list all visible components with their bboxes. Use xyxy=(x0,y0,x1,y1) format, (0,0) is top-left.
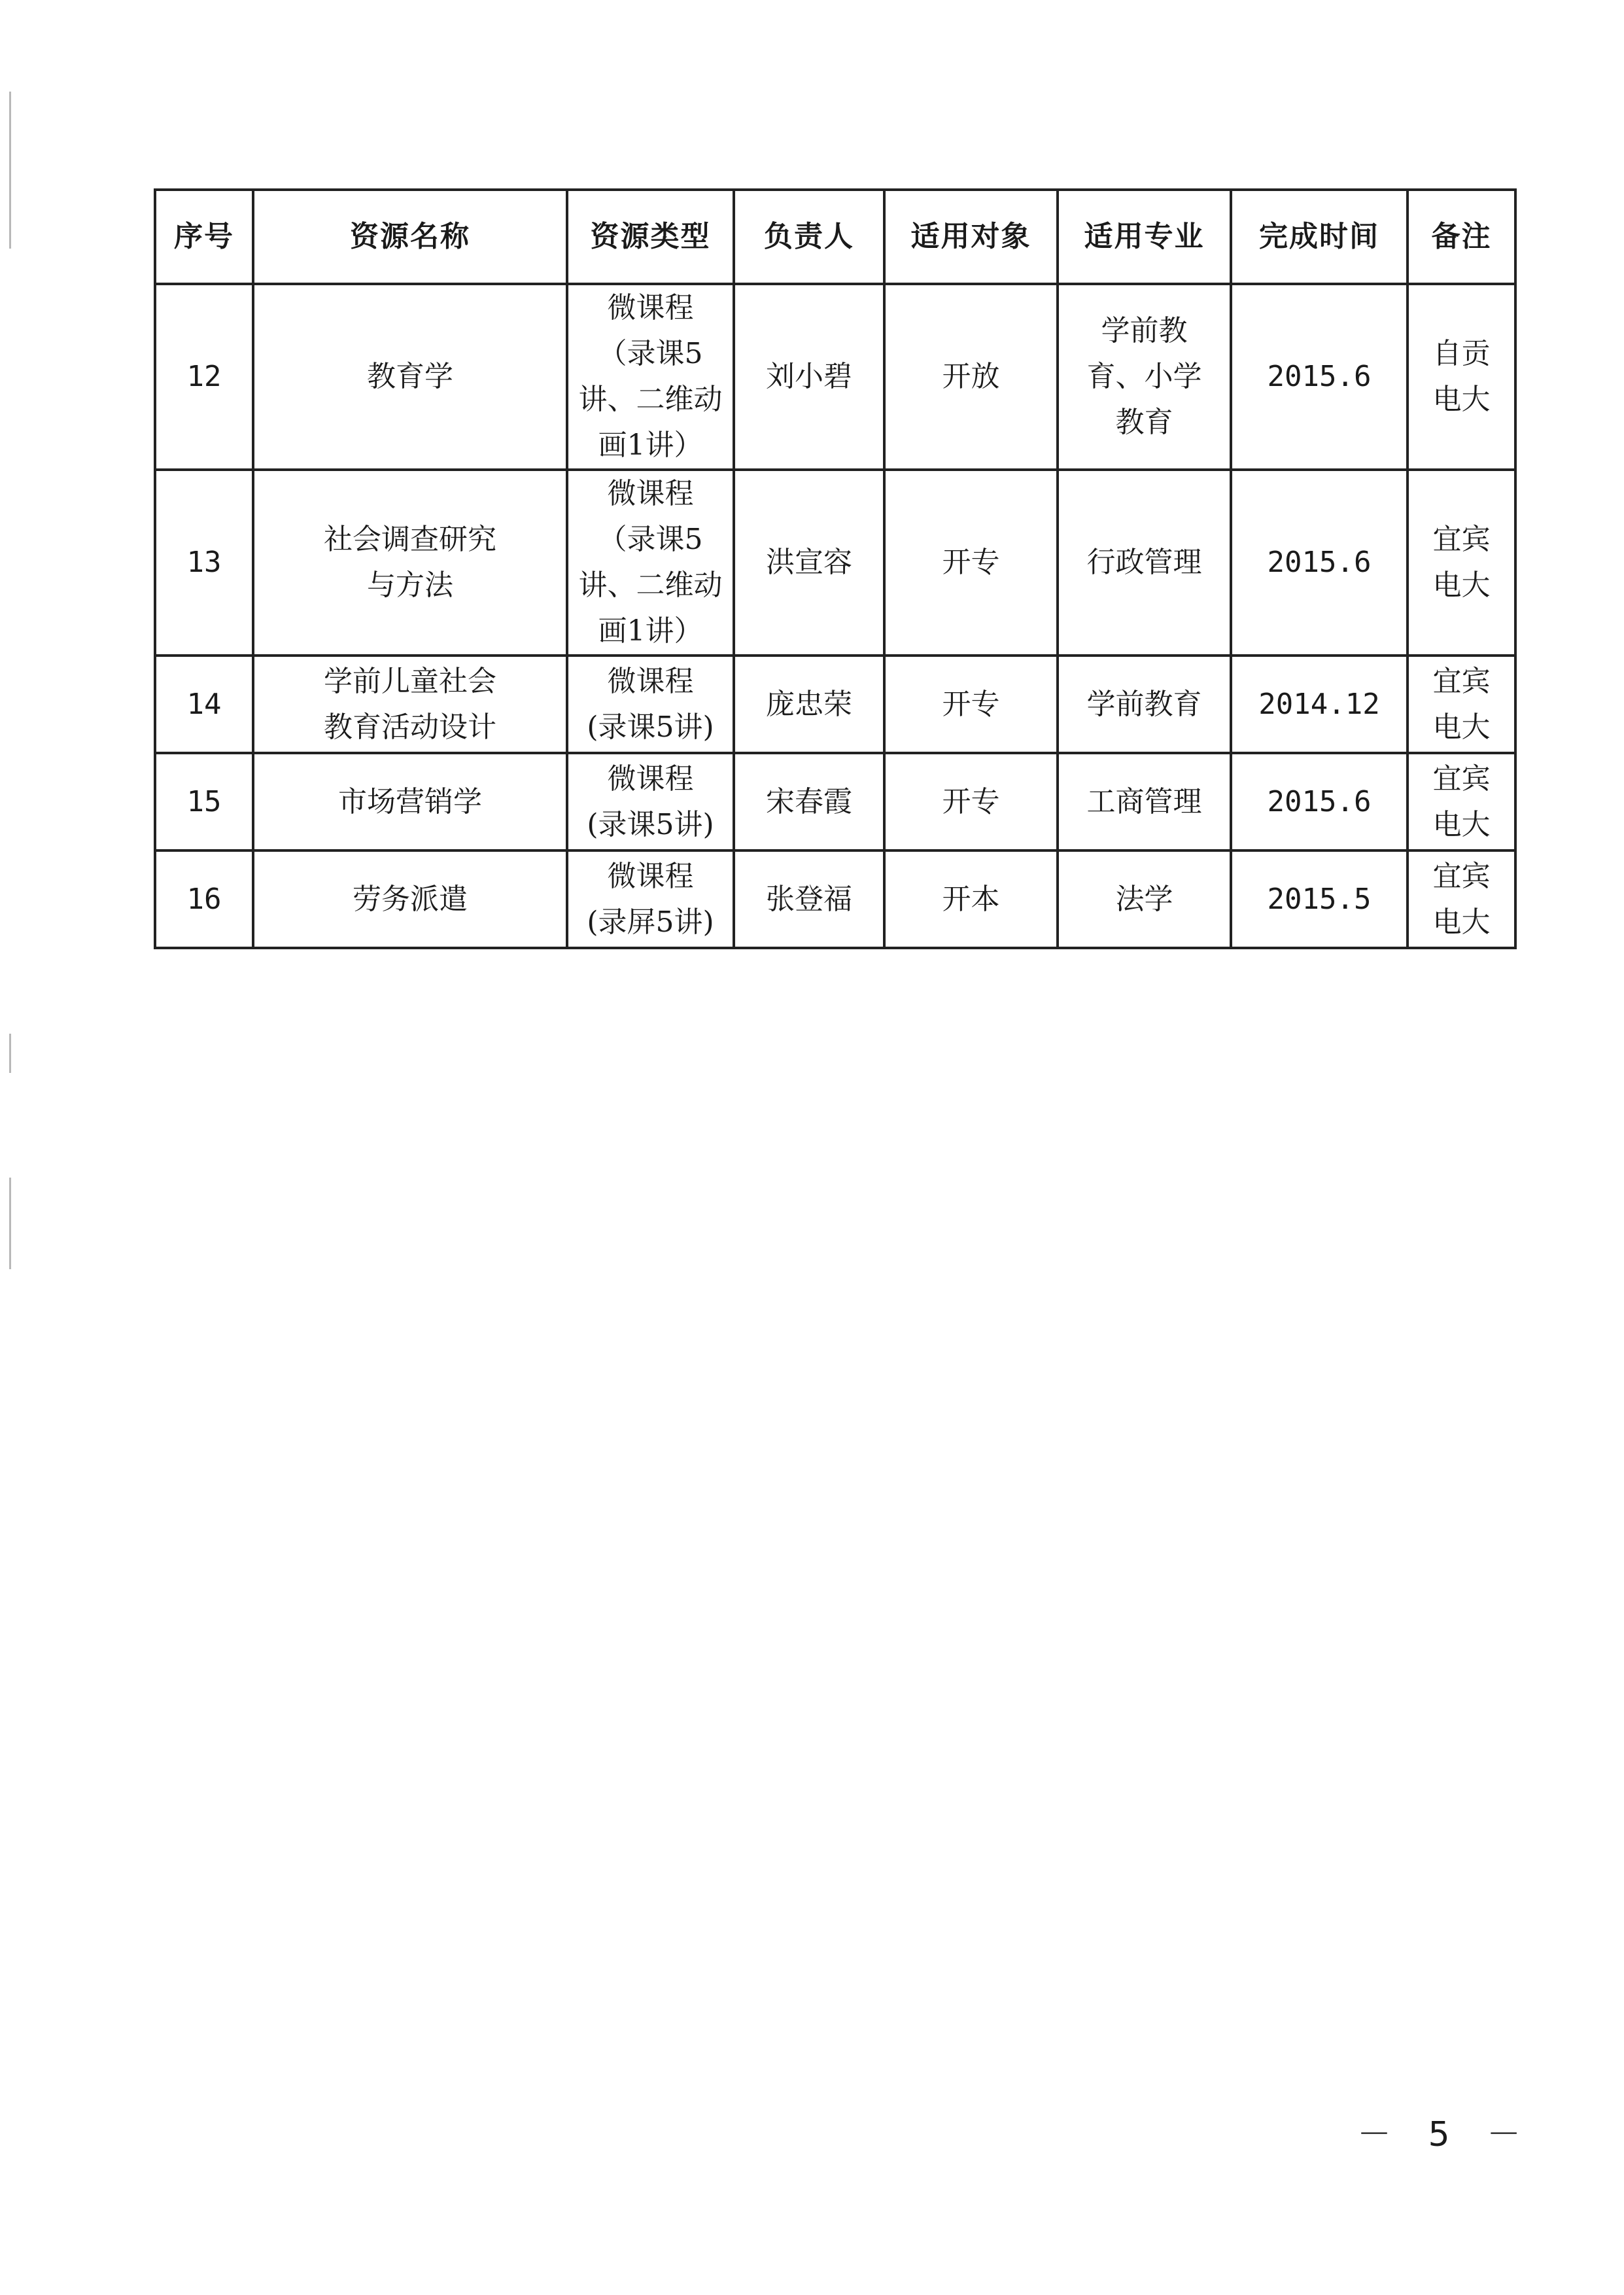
cell-name: 社会调查研究 与方法 xyxy=(253,470,567,656)
cell-owner: 刘小碧 xyxy=(734,284,884,470)
header-name: 资源名称 xyxy=(253,190,567,284)
cell-type: 微课程 （录课5 讲、二维动 画1讲） xyxy=(567,470,734,656)
cell-note: 宜宾 电大 xyxy=(1408,850,1515,948)
cell-major: 学前教育 xyxy=(1058,656,1231,753)
cell-note: 自贡 电大 xyxy=(1408,284,1515,470)
scan-artifact xyxy=(9,1178,11,1269)
cell-owner: 张登福 xyxy=(734,850,884,948)
cell-type: 微课程 (录课5讲) xyxy=(567,753,734,850)
cell-date: 2015.5 xyxy=(1231,850,1408,948)
table-row xyxy=(155,656,1515,753)
cell-date: 2015.6 xyxy=(1231,753,1408,850)
table-row xyxy=(155,470,1515,656)
cell-owner: 庞忠荣 xyxy=(734,656,884,753)
table-row xyxy=(155,850,1515,948)
cell-type: 微课程 （录课5 讲、二维动 画1讲） xyxy=(567,284,734,470)
table-row xyxy=(155,753,1515,850)
header-type: 资源类型 xyxy=(567,190,734,284)
cell-type: 微课程 (录屏5讲) xyxy=(567,850,734,948)
scan-artifact xyxy=(9,92,11,249)
scan-artifact xyxy=(9,1034,11,1073)
page-number: － 5 － xyxy=(1357,2115,1534,2154)
cell-target: 开专 xyxy=(884,656,1058,753)
cell-date: 2015.6 xyxy=(1231,284,1408,470)
header-owner: 负责人 xyxy=(734,190,884,284)
cell-no: 12 xyxy=(155,284,253,470)
header-note: 备注 xyxy=(1408,190,1515,284)
cell-note: 宜宾 电大 xyxy=(1408,656,1515,753)
cell-name: 学前儿童社会 教育活动设计 xyxy=(253,656,567,753)
cell-target: 开本 xyxy=(884,850,1058,948)
table-header-row xyxy=(155,190,1515,284)
cell-note: 宜宾 电大 xyxy=(1408,753,1515,850)
cell-name: 教育学 xyxy=(253,284,567,470)
cell-major: 法学 xyxy=(1058,850,1231,948)
cell-major: 工商管理 xyxy=(1058,753,1231,850)
cell-name: 劳务派遣 xyxy=(253,850,567,948)
header-target: 适用对象 xyxy=(884,190,1058,284)
cell-no: 16 xyxy=(155,850,253,948)
cell-type: 微课程 (录课5讲) xyxy=(567,656,734,753)
cell-name: 市场营销学 xyxy=(253,753,567,850)
resource-table xyxy=(154,188,1517,949)
cell-no: 15 xyxy=(155,753,253,850)
cell-no: 13 xyxy=(155,470,253,656)
header-no: 序号 xyxy=(155,190,253,284)
cell-major: 学前教 育、小学 教育 xyxy=(1058,284,1231,470)
table-row xyxy=(155,284,1515,470)
cell-owner: 洪宣容 xyxy=(734,470,884,656)
cell-date: 2014.12 xyxy=(1231,656,1408,753)
header-major: 适用专业 xyxy=(1058,190,1231,284)
cell-no: 14 xyxy=(155,656,253,753)
cell-target: 开专 xyxy=(884,753,1058,850)
cell-date: 2015.6 xyxy=(1231,470,1408,656)
cell-major: 行政管理 xyxy=(1058,470,1231,656)
cell-note: 宜宾 电大 xyxy=(1408,470,1515,656)
cell-owner: 宋春霞 xyxy=(734,753,884,850)
cell-target: 开专 xyxy=(884,470,1058,656)
header-date: 完成时间 xyxy=(1231,190,1408,284)
cell-target: 开放 xyxy=(884,284,1058,470)
